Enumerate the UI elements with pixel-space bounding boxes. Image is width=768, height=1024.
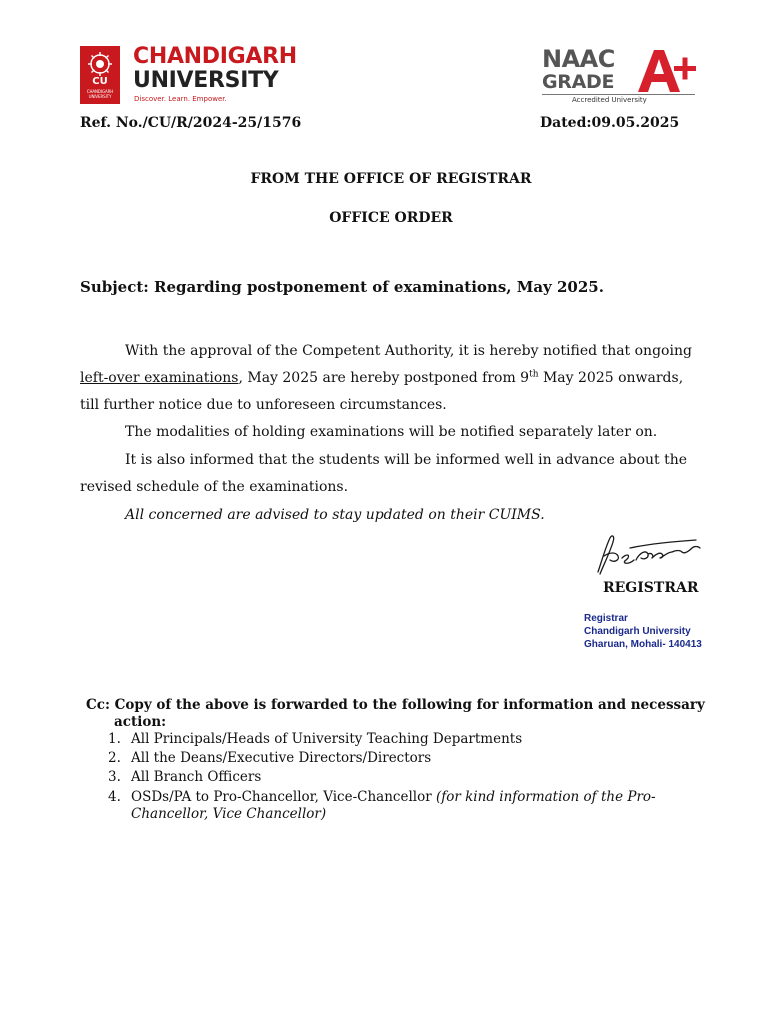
paragraph-2: The modalities of holding examinations will be notified separately later on. bbox=[125, 424, 658, 440]
stamp-line-3: Gharuan, Mohali- 140413 bbox=[584, 639, 702, 650]
list-number: 2. bbox=[108, 750, 121, 766]
list-item-note: (for kind information of the Pro- bbox=[435, 789, 656, 805]
list-item: All Principals/Heads of University Teaching Departments bbox=[131, 731, 523, 747]
naac-grade-label: GRADE bbox=[542, 71, 615, 93]
office-title: FROM THE OFFICE OF REGISTRAR bbox=[250, 171, 532, 187]
list-item-note-continued: Chancellor, Vice Chancellor) bbox=[131, 806, 327, 822]
university-tagline: Discover. Learn. Empower. bbox=[134, 95, 227, 103]
document-date: Dated:09.05.2025 bbox=[540, 115, 680, 131]
logo-letters: CU bbox=[92, 76, 108, 87]
list-item-text: OSDs/PA to Pro-Chancellor, Vice-Chancellor bbox=[131, 789, 436, 805]
logo-caption: CHANDIGARH UNIVERSITY bbox=[86, 89, 114, 99]
subject-line: Subject: Regarding postponement of examinations, May 2025. bbox=[80, 278, 604, 296]
underlined-text: left-over examinations bbox=[80, 370, 239, 386]
naac-subtitle: Accredited University bbox=[572, 96, 647, 104]
paragraph-3-line-1: It is also informed that the students will be informed well in advance about the bbox=[125, 452, 688, 468]
order-title: OFFICE ORDER bbox=[329, 210, 453, 226]
naac-divider bbox=[542, 94, 695, 95]
university-name-line1: CHANDIGARH bbox=[133, 44, 297, 69]
naac-label: NAAC bbox=[542, 45, 615, 73]
grade-a-plus-icon bbox=[634, 44, 698, 96]
ordinal-suffix: th bbox=[529, 369, 539, 380]
list-item: All Branch Officers bbox=[131, 769, 262, 785]
cc-line-1: Cc: Copy of the above is forwarded to the following for information and necessary bbox=[86, 697, 705, 713]
signatory-title: REGISTRAR bbox=[603, 580, 699, 596]
stamp-line-2: Chandigarh University bbox=[584, 626, 691, 637]
university-logo bbox=[80, 46, 120, 104]
list-item: All the Deans/Executive Directors/Directors bbox=[131, 750, 432, 766]
list-number: 1. bbox=[108, 731, 121, 747]
paragraph-1-line-3: till further notice due to unforeseen circumstances. bbox=[80, 397, 447, 413]
handwritten-signature bbox=[588, 530, 706, 578]
cc-line-2: action: bbox=[114, 714, 167, 730]
university-name-line2: UNIVERSITY bbox=[133, 68, 279, 93]
stamp-line-1: Registrar bbox=[584, 613, 628, 624]
list-number: 4. bbox=[108, 789, 121, 805]
paragraph-1-line-2-b: May 2025 onwards, bbox=[538, 370, 684, 386]
paragraph-4: All concerned are advised to stay updated on their CUIMS. bbox=[125, 507, 545, 523]
paragraph-1-line-1: With the approval of the Competent Authority, it is hereby notified that ongoing bbox=[125, 343, 692, 359]
paragraph-1-line-2 bbox=[80, 368, 683, 388]
paragraph-3-line-2: revised schedule of the examinations. bbox=[80, 479, 349, 495]
reference-number: Ref. No./CU/R/2024-25/1576 bbox=[80, 115, 302, 131]
list-number: 3. bbox=[108, 769, 121, 785]
paragraph-1-line-2-a: , May 2025 are hereby postponed from 9 bbox=[238, 370, 530, 386]
